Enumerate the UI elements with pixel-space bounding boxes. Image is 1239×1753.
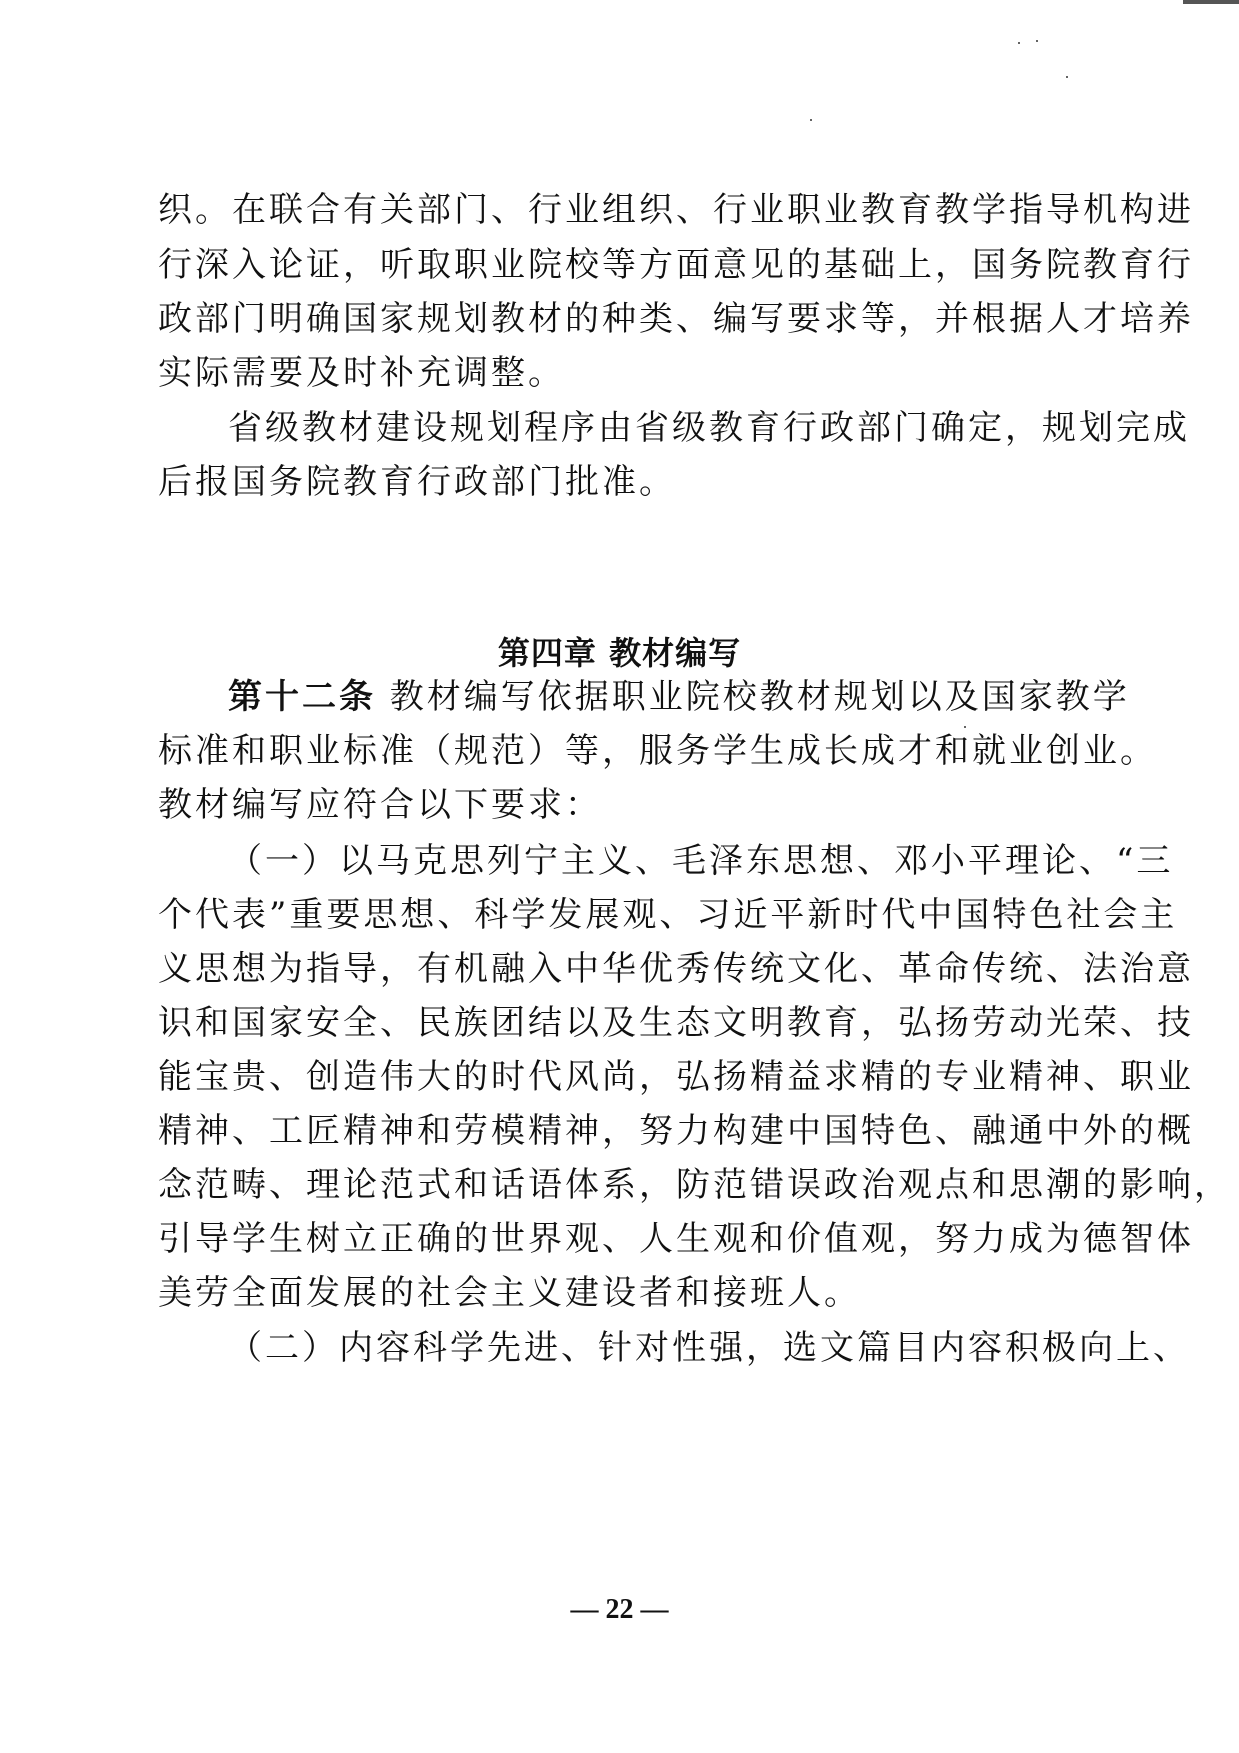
- item-line: （二）内容科学先进、针对性强，选文篇目内容积极向上、: [228, 1328, 1190, 1368]
- scan-corner-mark: [1183, 0, 1239, 4]
- paragraph-line: 行深入论证，听取职业院校等方面意见的基础上，国务院教育行: [158, 245, 1194, 285]
- item-line: 能宝贵、创造伟大的时代风尚，弘扬精益求精的专业精神、职业: [158, 1057, 1194, 1097]
- paragraph-line: 标准和职业标准（规范）等，服务学生成长成才和就业创业。: [158, 731, 1157, 771]
- item-line: （一）以马克思列宁主义、毛泽东思想、邓小平理论、“三: [228, 841, 1174, 881]
- item-line: 识和国家安全、民族团结以及生态文明教育，弘扬劳动光荣、技: [158, 1003, 1194, 1043]
- chapter-heading: 第四章 教材编写: [497, 634, 742, 672]
- item-line: 美劳全面发展的社会主义建设者和接班人。: [158, 1273, 861, 1313]
- scan-speck: [1066, 76, 1068, 78]
- scan-speck: [1018, 42, 1020, 44]
- scan-speck: [1036, 40, 1038, 42]
- article-first-line: [228, 677, 1130, 717]
- article-label: 第十二条: [228, 677, 376, 717]
- paragraph-line: 政部门明确国家规划教材的种类、编写要求等，并根据人才培养: [158, 299, 1194, 339]
- article-text: 教材编写依据职业院校教材规划以及国家教学: [376, 677, 1130, 717]
- scan-speck: [964, 726, 966, 728]
- paragraph-line: 实际需要及时补充调整。: [158, 353, 565, 393]
- paragraph-line: 省级教材建设规划程序由省级教育行政部门确定，规划完成: [228, 408, 1190, 448]
- item-line: 精神、工匠精神和劳模精神，努力构建中国特色、融通中外的概: [158, 1111, 1194, 1151]
- item-line: 义思想为指导，有机融入中华优秀传统文化、革命传统、法治意: [158, 949, 1194, 989]
- scan-speck: [810, 119, 812, 121]
- paragraph-line: 后报国务院教育行政部门批准。: [158, 462, 676, 502]
- paragraph-line: 教材编写应符合以下要求：: [158, 785, 602, 825]
- paragraph-line: 织。在联合有关部门、行业组织、行业职业教育教学指导机构进: [158, 190, 1194, 230]
- item-line: 个代表”重要思想、科学发展观、习近平新时代中国特色社会主: [158, 895, 1178, 935]
- item-line: 引导学生树立正确的世界观、人生观和价值观，努力成为德智体: [158, 1219, 1194, 1259]
- page-number: — 22 —: [570, 1594, 669, 1625]
- item-line: 念范畴、理论范式和话语体系，防范错误政治观点和思潮的影响，: [158, 1165, 1231, 1205]
